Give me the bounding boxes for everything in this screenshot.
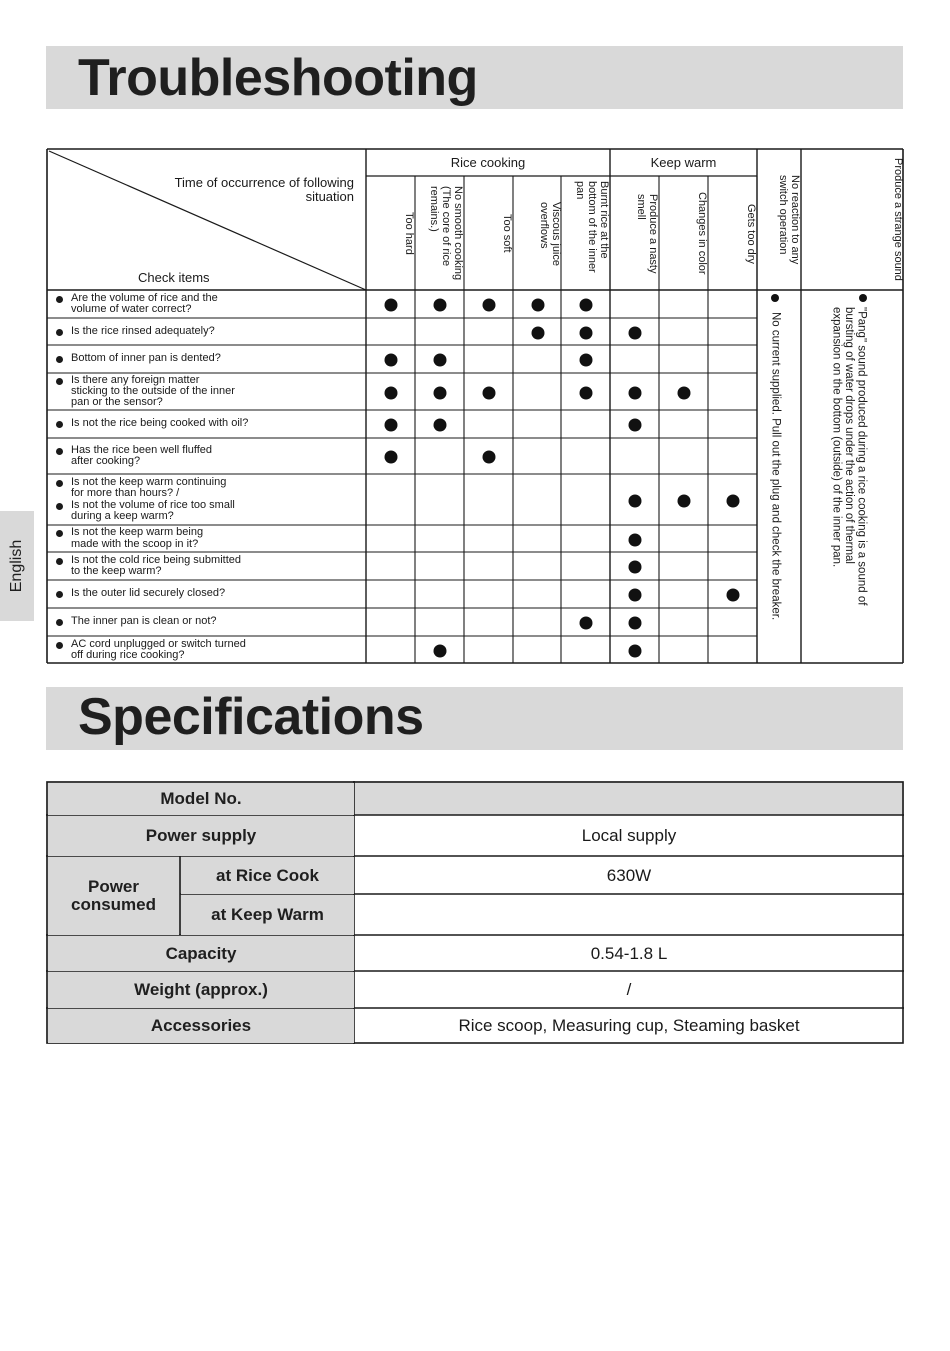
check-item-row <box>46 608 366 636</box>
accessories-label: Accessories <box>48 1009 354 1043</box>
check-mark-dot <box>628 617 641 630</box>
bullet-icon <box>56 421 63 428</box>
column-header: Changes in color <box>696 192 708 275</box>
bullet-icon <box>56 503 63 510</box>
bullet-icon <box>56 329 63 336</box>
check-item-text: Is not the keep warm being made with the scoop in it? <box>71 526 204 550</box>
specifications-table <box>46 781 904 1044</box>
check-item-text: Is the rice rinsed adequately? <box>71 324 215 337</box>
specifications-title: Specifications <box>78 688 424 746</box>
check-mark-dot <box>628 494 641 507</box>
column-header: Viscous juice overflows <box>538 201 562 266</box>
column-header: Too soft <box>501 214 513 253</box>
check-mark-dot <box>628 561 641 574</box>
capacity-label: Capacity <box>48 936 354 971</box>
accessories-value: Rice scoop, Measuring cup, Steaming basket <box>458 1016 800 1035</box>
check-item-row <box>46 525 366 552</box>
no-reaction-note: No current supplied. Pull out the plug and check the breaker. <box>769 312 782 621</box>
check-mark-dot <box>384 451 397 464</box>
check-mark-dot <box>579 299 592 312</box>
check-item-row <box>46 580 366 608</box>
check-item-text: Is not the volume of rice too small during a keep warm? <box>71 498 235 522</box>
check-mark-dot <box>726 589 739 602</box>
bullet-icon <box>56 296 63 303</box>
power-supply-value: Local supply <box>581 826 677 845</box>
check-item-text: The inner pan is clean or not? <box>71 615 217 628</box>
bullet-icon <box>56 448 63 455</box>
bullet-icon <box>56 530 63 537</box>
weight-value: / <box>626 980 632 999</box>
capacity-value: 0.54-1.8 L <box>590 943 668 963</box>
column-header: No reaction to any switch operation <box>777 174 801 265</box>
check-mark-dot <box>579 386 592 399</box>
check-mark-dot <box>433 386 446 399</box>
check-item-text: Is there any foreign matter sticking to the outside of the inner pan or the sensor? <box>71 373 235 409</box>
check-mark-dot <box>677 386 690 399</box>
check-item-text: Has the rice been well fluffed after cooking? <box>71 443 213 467</box>
column-header: Produce a nasty smell <box>635 193 659 274</box>
check-mark-dot <box>579 617 592 630</box>
check-item-text: Is not the keep warm continuing for more than hours? / <box>71 475 227 500</box>
check-mark-dot <box>384 386 397 399</box>
check-item-text: Is not the cold rice being submitted to the keep warm? <box>71 553 241 577</box>
no-reaction-bullet <box>771 294 779 302</box>
check-mark-dot <box>384 299 397 312</box>
check-mark-dot <box>433 354 446 367</box>
at-keep-warm-value <box>355 895 903 935</box>
check-item-row <box>46 373 366 410</box>
check-mark-dot <box>531 299 544 312</box>
check-item-row <box>46 636 366 664</box>
group-keep-warm: Keep warm <box>650 155 717 170</box>
model-value <box>355 783 903 815</box>
bullet-icon <box>56 480 63 487</box>
check-mark-dot <box>384 354 397 367</box>
check-mark-dot <box>433 419 446 432</box>
check-mark-dot <box>579 354 592 367</box>
check-item-row <box>46 290 366 318</box>
bullet-icon <box>56 378 63 385</box>
power-consumed-label: Power consumed <box>48 857 179 935</box>
check-mark-dot <box>628 589 641 602</box>
troubleshooting-table <box>46 148 904 664</box>
bullet-icon <box>56 619 63 626</box>
check-mark-dot <box>628 419 641 432</box>
troubleshooting-title: Troubleshooting <box>78 49 478 107</box>
check-mark-dot <box>433 299 446 312</box>
troubleshooting-banner <box>46 46 903 109</box>
column-header: Too hard <box>403 212 415 255</box>
check-item-text: Bottom of inner pan is dented? <box>71 352 221 365</box>
column-header: Burnt rice at the bottom of the inner pan <box>574 181 610 273</box>
check-item-row <box>46 552 366 580</box>
check-mark-dot <box>433 645 446 658</box>
model-label: Model No. <box>48 783 354 815</box>
check-mark-dot <box>628 326 641 339</box>
check-mark-dot <box>482 299 495 312</box>
check-item-row <box>46 410 366 438</box>
check-mark-dot <box>628 386 641 399</box>
column-header: No smooth cooking (The core of rice remains.) <box>428 186 464 281</box>
check-item-row <box>46 345 366 373</box>
check-item-text: Is not the rice being cooked with oil? <box>71 417 249 430</box>
language-tab <box>0 511 34 621</box>
check-item-row <box>46 474 366 525</box>
bullet-icon <box>56 558 63 565</box>
strange-sound-bullet <box>859 294 867 302</box>
check-item-row <box>46 438 366 474</box>
check-mark-dot <box>531 326 544 339</box>
check-mark-dot <box>482 386 495 399</box>
at-rice-cook-label: at Rice Cook <box>181 857 354 894</box>
column-header: Gets too dry <box>745 203 757 264</box>
check-mark-dot <box>628 645 641 658</box>
check-item-row <box>46 318 366 345</box>
bullet-icon <box>56 591 63 598</box>
diagonal-header-bottom: Check items <box>138 270 210 285</box>
language-tab-label: English <box>8 539 25 593</box>
check-item-text: Is the outer lid securely closed? <box>71 587 226 600</box>
check-item-text: AC cord unplugged or switch turned off during rice cooking? <box>71 637 246 661</box>
column-header: Produce a strange sound <box>892 158 904 281</box>
check-mark-dot <box>579 326 592 339</box>
strange-sound-note: "Pang" sound produced during a rice cooking is a sound of bursting of water drops under the action of thermal expansion on the bottom (outside) of the inner pan. <box>830 307 868 606</box>
check-mark-dot <box>628 533 641 546</box>
diagonal-header-top: Time of occurrence of following situation <box>174 175 354 204</box>
at-keep-warm-label: at Keep Warm <box>181 895 354 935</box>
check-mark-dot <box>677 494 690 507</box>
check-mark-dot <box>726 494 739 507</box>
check-mark-dot <box>482 451 495 464</box>
specifications-banner <box>46 687 903 750</box>
at-rice-cook-value: 630W <box>606 865 652 885</box>
group-rice-cooking: Rice cooking <box>450 155 526 170</box>
bullet-icon <box>56 356 63 363</box>
weight-label: Weight (approx.) <box>48 972 354 1008</box>
bullet-icon <box>56 642 63 649</box>
check-mark-dot <box>384 419 397 432</box>
power-supply-label: Power supply <box>48 816 354 856</box>
check-item-text: Are the volume of rice and the volume of water correct? <box>71 291 218 315</box>
